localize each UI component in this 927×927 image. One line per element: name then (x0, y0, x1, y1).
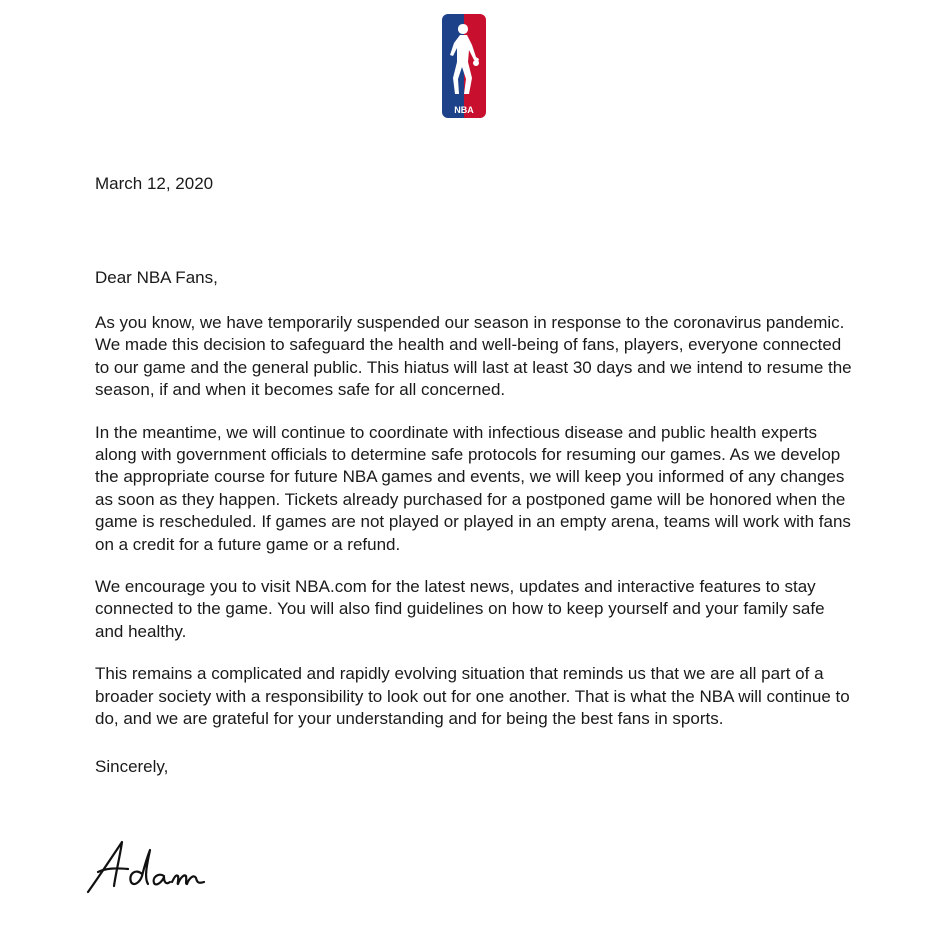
paragraph-1: As you know, we have temporarily suspended our season in response to the coronavirus pandemic. We made this decision to safeguard the health and well-being of fans, players, everyone connected to our game and the general public. This hiatus will last at least 30 days and we intend to resume the season, if and when it becomes safe for all concerned. (95, 313, 852, 400)
nba-logo-text: NBA (454, 105, 474, 115)
nba-logo-icon (442, 14, 486, 118)
handwritten-signature (84, 838, 210, 896)
paragraph-4: This remains a complicated and rapidly evolving situation that reminds us that we are all part of a broader society with a responsibility to look out for one another. That is what the NBA will continue to do, and we are grateful for your understanding and for being the best fans in sports. (95, 664, 850, 729)
paragraph-3: We encourage you to visit NBA.com for the latest news, updates and interactive features to stay connected to the game. You will also find guidelines on how to keep yourself and your family safe and healthy. (95, 577, 825, 641)
letter-body (95, 172, 855, 779)
signer-name-cropped (95, 916, 205, 927)
paragraph-2: In the meantime, we will continue to coordinate with infectious disease and public health experts along with government officials to determine safe protocols for resuming our games. As we develop the appropriate course for future NBA games and events, we will keep you informed of any changes as soon as they happen. Tickets already purchased for a postponed game will be honored when the game is rescheduled. If games are not played or played in an empty arena, teams will work with fans on a credit for a future game or a refund. (95, 422, 851, 554)
letter-salutation: Dear NBA Fans, (95, 268, 218, 287)
letter-date: March 12, 2020 (95, 174, 214, 193)
letter-closing: Sincerely, (95, 756, 169, 776)
